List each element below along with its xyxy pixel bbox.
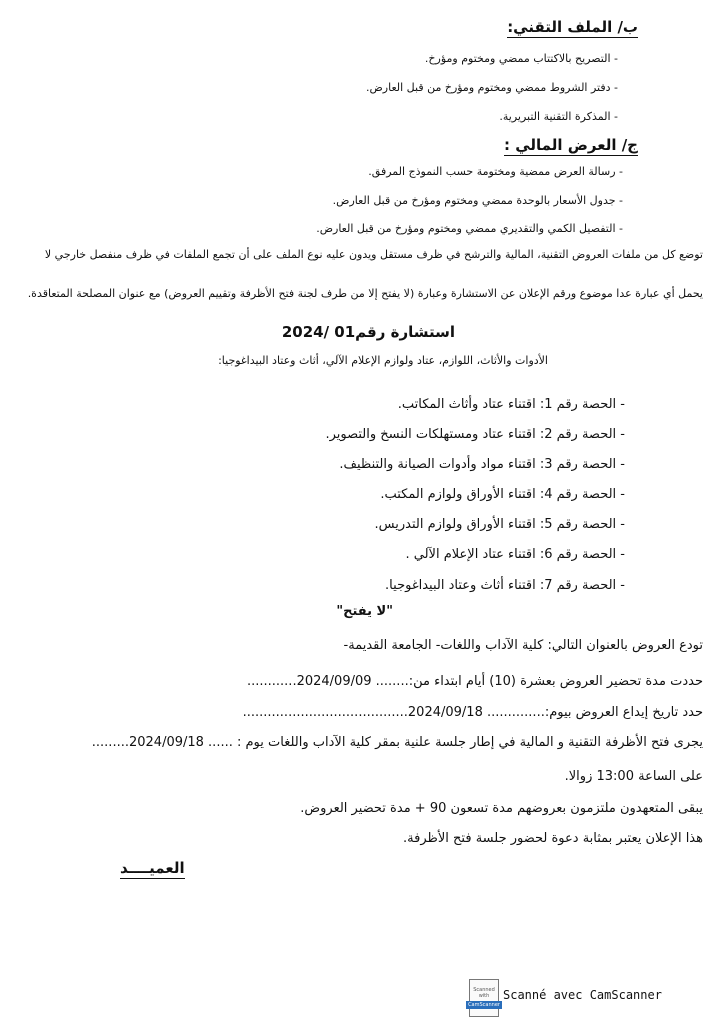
instructions-line-2: يحمل أي عبارة عدا موضوع ورقم الإعلان عن الاستشارة وعبارة (لا يفتح إلا من طرف لجنة فتح الأظرفة وتقييم العروض) مع عنوان المصلحة المتعاقدة. [27,287,703,300]
technical-file-item-1: - التصريح بالاكتتاب ممضي ومختوم ومؤرخ. [424,52,618,65]
technical-file-heading: ب/ الملف التقني: [507,18,638,36]
camscanner-logo: Scanned with CamScanner [469,979,499,1017]
technical-file-item-3: - المذكرة التقنية التبريرية. [499,110,618,123]
offer-validity: يبقى المتعهدون ملتزمون بعروضهم مدة تسعون 90 + مدة تحضير العروض. [300,801,703,816]
preparation-period: حددت مدة تحضير العروض بعشرة (10) أيام ابتداء من:........ 2024/09/09............ [246,674,703,689]
invitation-note: هذا الإعلان يعتبر بمثابة دعوة لحضور جلسة فتح الأظرفة. [403,831,703,846]
scanner-watermark-text: Scanné avec CamScanner [503,988,662,1002]
lot-item: - الحصة رقم 5: اقتناء الأوراق ولوازم التدريس. [374,517,625,532]
consultation-subject: الأدوات والأثاث، اللوازم، عتاد ولوازم الإعلام الآلي، أثاث وعتاد البيداغوجيا: [218,354,548,367]
deposit-address: تودع العروض بالعنوان التالي: كلية الآداب واللغات- الجامعة القديمة- [343,638,703,653]
financial-offer-item-1: - رسالة العرض ممضية ومختومة حسب النموذج المرفق. [368,165,623,178]
do-not-open-label: "لا يفتح" [336,604,393,619]
consultation-title: استشارة رقم01 /2024 [281,323,455,341]
lot-item: - الحصة رقم 7: اقتناء أثاث وعتاد البيداغوجيا. [385,578,625,593]
lot-item: - الحصة رقم 4: اقتناء الأوراق ولوازم المكتب. [380,487,625,502]
lot-item: - الحصة رقم 6: اقتناء عتاد الإعلام الآلي . [405,547,625,562]
opening-time: على الساعة 13:00 زوالا. [564,769,703,784]
lot-item: - الحصة رقم 2: اقتناء عتاد ومستهلكات النسخ والتصوير. [325,427,625,442]
financial-offer-item-3: - التفصيل الكمي والتقديري ممضي ومختوم ومؤرخ من قبل العارض. [316,222,623,235]
opening-session: يجرى فتح الأظرفة التقنية و المالية في إطار جلسة علنية بمقر كلية الآداب واللغات يوم : ...... 2024/09/18......... [91,735,703,750]
deposit-date: حدد تاريخ إيداع العروض بيوم:.............. 2024/09/18........................................ [242,705,703,720]
lot-item: - الحصة رقم 1: اقتناء عتاد وأثاث المكاتب. [397,397,625,412]
financial-offer-heading: ج/ العرض المالي : [504,136,638,154]
financial-offer-item-2: - جدول الأسعار بالوحدة ممضي ومختوم ومؤرخ من قبل العارض. [332,194,623,207]
technical-file-item-2: - دفتر الشروط ممضي ومختوم ومؤرخ من قبل العارض. [366,81,618,94]
instructions-line-1: توضع كل من ملفات العروض التقنية، المالية والترشح في ظرف مستقل ويدون عليه نوع الملف على أن تجمع الملفات في ظرف منفصل خارجي لا [44,248,703,261]
signature-title: العميــــد [120,859,185,877]
lot-item: - الحصة رقم 3: اقتناء مواد وأدوات الصيانة والتنظيف. [339,457,625,472]
